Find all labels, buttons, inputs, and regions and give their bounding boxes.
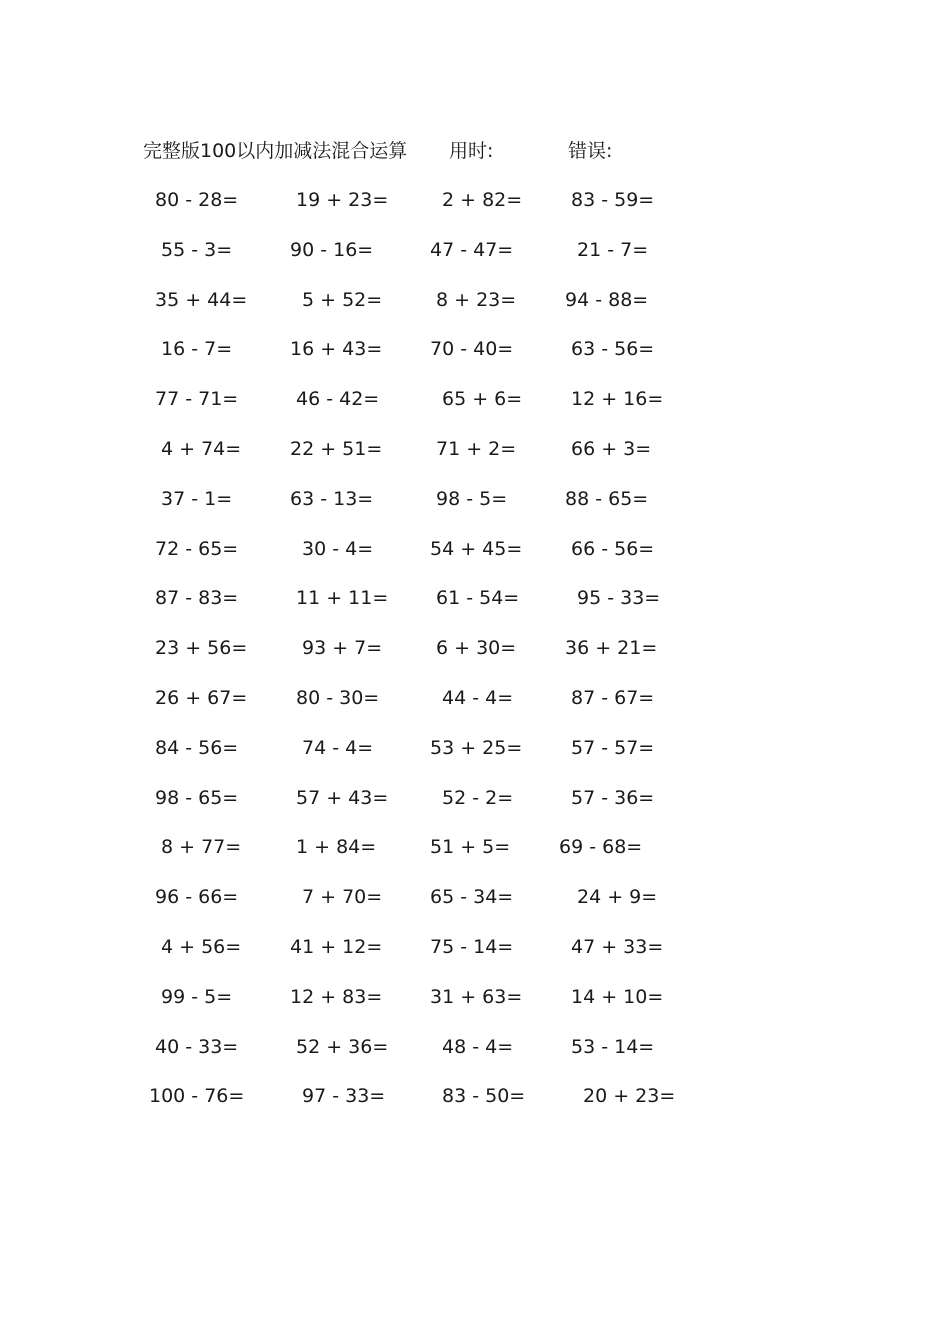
math-problem: 53 + 25= <box>430 737 523 759</box>
math-problem: 2 + 82= <box>442 189 523 211</box>
math-problem: 5 + 52= <box>302 289 383 311</box>
math-problem: 71 + 2= <box>436 438 517 460</box>
math-problem: 70 - 40= <box>430 338 514 360</box>
math-problem: 48 - 4= <box>442 1036 514 1058</box>
math-problem: 80 - 30= <box>296 687 380 709</box>
math-problem: 93 + 7= <box>302 637 383 659</box>
error-count-label: 错误: <box>568 140 613 162</box>
problem-row <box>0 235 950 265</box>
math-problem: 12 + 83= <box>290 986 383 1008</box>
math-problem: 65 - 34= <box>430 886 514 908</box>
problem-row <box>0 1032 950 1062</box>
problem-row <box>0 285 950 315</box>
math-problem: 96 - 66= <box>155 886 239 908</box>
math-problem: 83 - 50= <box>442 1085 526 1107</box>
math-problem: 8 + 23= <box>436 289 517 311</box>
math-problem: 4 + 74= <box>161 438 242 460</box>
math-problem: 100 - 76= <box>149 1085 245 1107</box>
math-problem: 74 - 4= <box>302 737 374 759</box>
math-problem: 55 - 3= <box>161 239 233 261</box>
math-problem: 88 - 65= <box>565 488 649 510</box>
problem-row <box>0 832 950 862</box>
math-problem: 99 - 5= <box>161 986 233 1008</box>
math-problem: 37 - 1= <box>161 488 233 510</box>
math-problem: 75 - 14= <box>430 936 514 958</box>
math-problem: 90 - 16= <box>290 239 374 261</box>
problem-row <box>0 484 950 514</box>
math-problem: 20 + 23= <box>583 1085 676 1107</box>
math-problem: 26 + 67= <box>155 687 248 709</box>
problem-row <box>0 982 950 1012</box>
math-problem: 47 + 33= <box>571 936 664 958</box>
problem-row <box>0 384 950 414</box>
worksheet-title: 完整版100以内加减法混合运算 <box>143 140 408 162</box>
math-problem: 52 - 2= <box>442 787 514 809</box>
math-problem: 98 - 5= <box>436 488 508 510</box>
math-problem: 87 - 83= <box>155 587 239 609</box>
problem-row <box>0 583 950 613</box>
math-problem: 21 - 7= <box>577 239 649 261</box>
math-problem: 31 + 63= <box>430 986 523 1008</box>
math-problem: 30 - 4= <box>302 538 374 560</box>
math-problem: 80 - 28= <box>155 189 239 211</box>
problem-row <box>0 1081 950 1111</box>
problem-row <box>0 633 950 663</box>
math-problem: 69 - 68= <box>559 836 643 858</box>
math-problem: 84 - 56= <box>155 737 239 759</box>
math-problem: 52 + 36= <box>296 1036 389 1058</box>
problem-row <box>0 683 950 713</box>
math-problem: 41 + 12= <box>290 936 383 958</box>
math-problem: 1 + 84= <box>296 836 377 858</box>
math-problem: 22 + 51= <box>290 438 383 460</box>
math-problem: 16 + 43= <box>290 338 383 360</box>
problem-row <box>0 534 950 564</box>
math-problem: 46 - 42= <box>296 388 380 410</box>
math-problem: 63 - 56= <box>571 338 655 360</box>
math-problem: 36 + 21= <box>565 637 658 659</box>
math-problem: 65 + 6= <box>442 388 523 410</box>
problem-row <box>0 185 950 215</box>
math-problem: 24 + 9= <box>577 886 658 908</box>
math-problem: 72 - 65= <box>155 538 239 560</box>
time-used-label: 用时: <box>449 140 494 162</box>
problem-row <box>0 932 950 962</box>
math-problem: 19 + 23= <box>296 189 389 211</box>
math-problem: 77 - 71= <box>155 388 239 410</box>
math-problem: 94 - 88= <box>565 289 649 311</box>
problem-grid <box>0 185 950 1125</box>
math-problem: 53 - 14= <box>571 1036 655 1058</box>
problem-row <box>0 334 950 364</box>
math-problem: 16 - 7= <box>161 338 233 360</box>
math-problem: 57 - 36= <box>571 787 655 809</box>
math-problem: 63 - 13= <box>290 488 374 510</box>
problem-row <box>0 783 950 813</box>
problem-row <box>0 882 950 912</box>
math-problem: 57 + 43= <box>296 787 389 809</box>
math-problem: 35 + 44= <box>155 289 248 311</box>
math-problem: 23 + 56= <box>155 637 248 659</box>
math-problem: 51 + 5= <box>430 836 511 858</box>
problem-row <box>0 733 950 763</box>
math-problem: 98 - 65= <box>155 787 239 809</box>
math-problem: 7 + 70= <box>302 886 383 908</box>
math-problem: 61 - 54= <box>436 587 520 609</box>
problem-row <box>0 434 950 464</box>
math-problem: 11 + 11= <box>296 587 389 609</box>
math-problem: 97 - 33= <box>302 1085 386 1107</box>
math-problem: 47 - 47= <box>430 239 514 261</box>
math-problem: 6 + 30= <box>436 637 517 659</box>
math-problem: 66 + 3= <box>571 438 652 460</box>
math-problem: 57 - 57= <box>571 737 655 759</box>
math-problem: 83 - 59= <box>571 189 655 211</box>
worksheet-header <box>143 137 703 165</box>
math-problem: 4 + 56= <box>161 936 242 958</box>
math-problem: 8 + 77= <box>161 836 242 858</box>
math-problem: 54 + 45= <box>430 538 523 560</box>
math-problem: 40 - 33= <box>155 1036 239 1058</box>
math-problem: 87 - 67= <box>571 687 655 709</box>
math-problem: 12 + 16= <box>571 388 664 410</box>
math-problem: 44 - 4= <box>442 687 514 709</box>
math-problem: 95 - 33= <box>577 587 661 609</box>
math-problem: 14 + 10= <box>571 986 664 1008</box>
math-problem: 66 - 56= <box>571 538 655 560</box>
